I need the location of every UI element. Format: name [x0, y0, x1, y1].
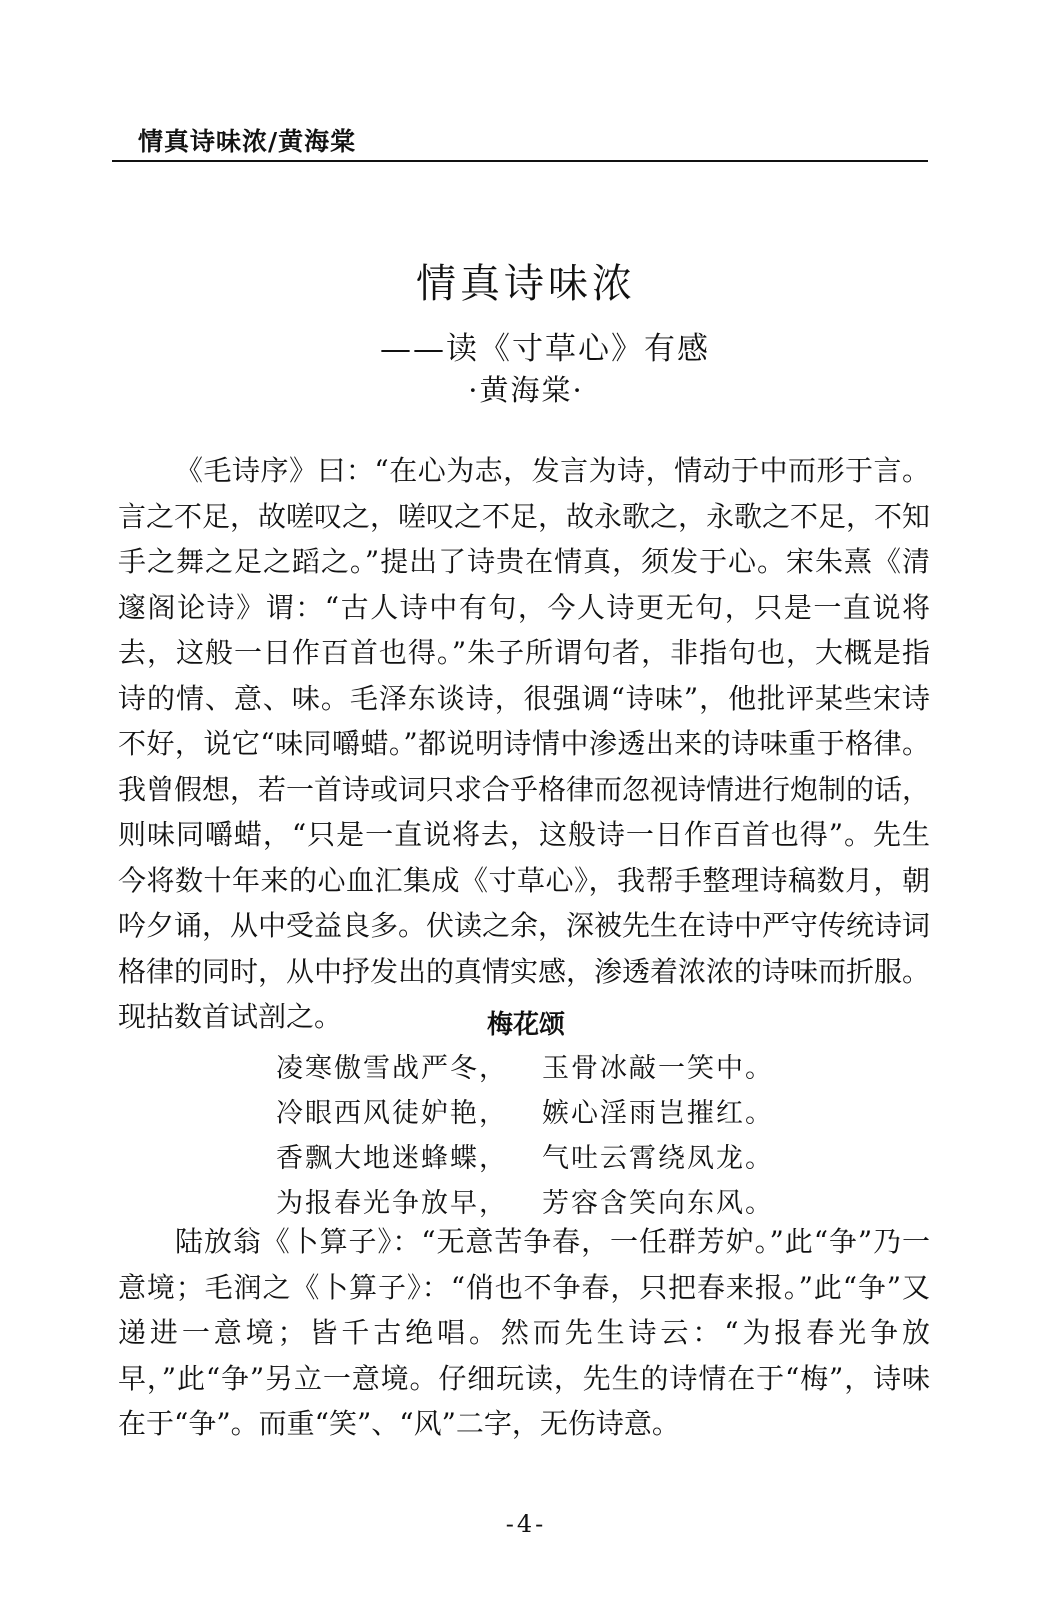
poem-line-first-half: 冷眼西风徒妒艳，: [276, 1098, 508, 1129]
paragraph-1: 《毛诗序》曰：“在心为志，发言为诗，情动于中而形于言。言之不足，故嗟叹之，嗟叹之不足，故永歌之，永歌之不足，不知手之舞之足之蹈之。”提出了诗贵在情真，须发于心。宋朱熹《清邃阁论诗》谓：“古人诗中有句，今人诗更无句，只是一直说将去，这般一日作百首也得。”朱子所谓句者，非指句也，大概是指诗的情、意、味。毛泽东谈诗，很强调“诗味”，他批评某些宋诗不好，说它“味同嚼蜡。”都说明诗情中渗透出来的诗味重于格律。我曾假想，若一首诗或词只求合乎格律而忽视诗情进行炮制的话，则味同嚼蜡，“只是一直说将去，这般诗一日作百首也得”。先生今将数十年来的心血汇集成《寸草心》，我帮手整理诗稿数月，朝吟夕诵，从中受益良多。伏读之余，深被先生在诗中严守传统诗词格律的同时，从中抒发出的真情实感，渗透着浓浓的诗味而折服。现拈数首试剖之。: [118, 454, 931, 1033]
poem-title: 梅花颂: [486, 1010, 565, 1040]
poem-line-first-half: 为报春光争放早，: [276, 1188, 508, 1219]
poem-line-first-half: 凌寒傲雪战严冬，: [276, 1053, 508, 1084]
header-rule: [112, 160, 928, 162]
running-header: 情真诗味浓/黄海棠: [138, 127, 357, 156]
page-number: -4-: [505, 1510, 547, 1538]
poem-line-second-half: 玉骨冰敲一笑中。: [542, 1053, 774, 1084]
article-title: 情真诗味浓: [416, 261, 636, 307]
paragraph-2: 陆放翁《卜算子》：“无意苦争春，一任群芳妒。”此“争”乃一意境；毛润之《卜算子》：“俏也不争春，只把春来报。”此“争”又递进一意境；皆千古绝唱。然而先生诗云：“为报春光争放早，”此“争”另立一意境。仔细玩读，先生的诗情在于“梅”，诗味在于“争”。而重“笑”、“风”二字，无伤诗意。: [118, 1225, 930, 1440]
article-author: ·黄海棠·: [468, 373, 584, 407]
poem-line-second-half: 芳容含笑向东风。: [542, 1188, 774, 1219]
poem-line-second-half: 气吐云霄绕凤龙。: [542, 1143, 774, 1174]
article-subtitle: ——读《寸草心》有感: [380, 331, 710, 367]
poem-line-first-half: 香飘大地迷蜂蝶，: [276, 1143, 508, 1174]
poem-line-second-half: 嫉心淫雨岂摧红。: [542, 1098, 774, 1129]
